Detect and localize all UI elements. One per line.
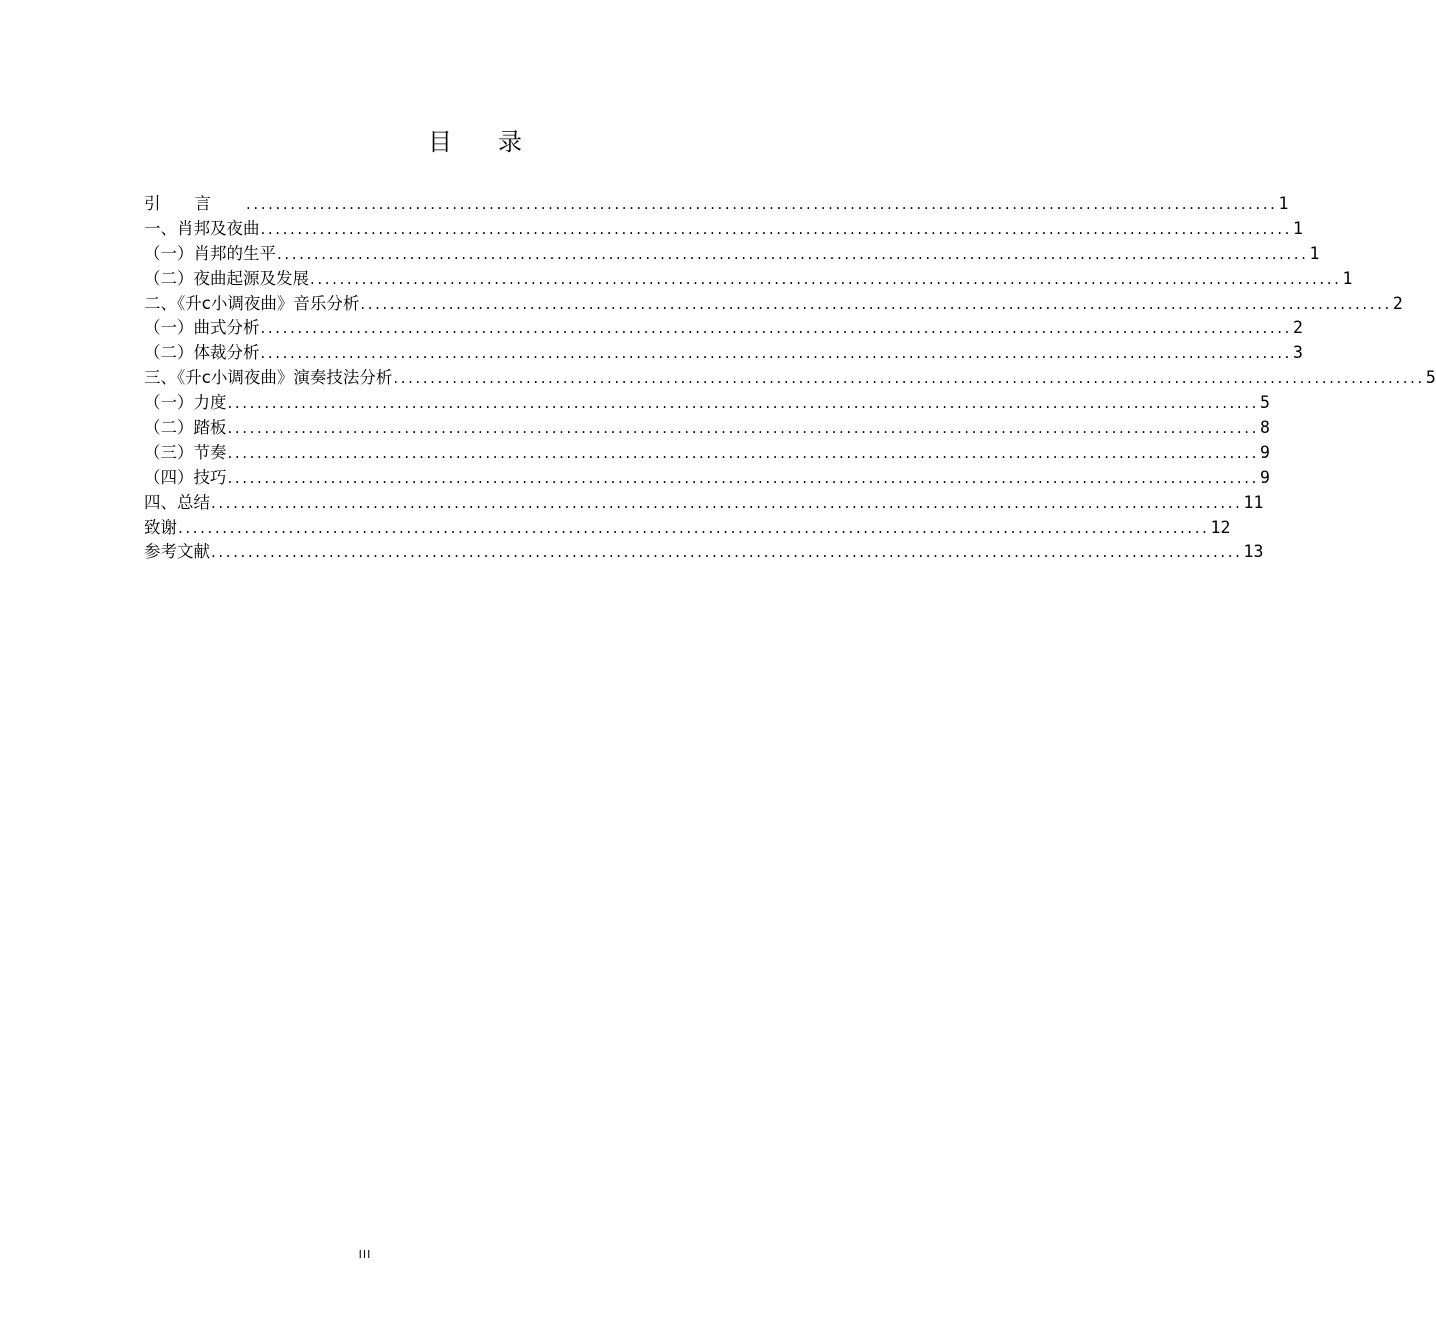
toc-entry-label: 二、《升c小调夜曲》音乐分析 xyxy=(144,293,360,313)
toc-entry-page: 12 xyxy=(1210,517,1231,537)
toc-entry[interactable] xyxy=(144,267,1353,292)
toc-entry-label: （三）节奏 xyxy=(144,442,227,462)
toc-entry[interactable] xyxy=(144,192,1289,217)
toc-entry[interactable] xyxy=(144,316,1303,341)
toc-entry-label: （一）曲式分析 xyxy=(144,318,260,338)
dot-leader: ............................................................................................................................................ xyxy=(211,493,1243,512)
toc-entry-label: （四）技巧 xyxy=(144,467,227,487)
dot-leader: ............................................................................................................................................ xyxy=(393,369,1425,388)
toc-entry[interactable] xyxy=(144,242,1320,267)
toc-entry[interactable] xyxy=(144,416,1270,441)
toc-entry-page: 3 xyxy=(1293,343,1303,363)
toc-entry-page: 8 xyxy=(1260,418,1270,438)
toc-entry-label: （二）夜曲起源及发展 xyxy=(144,268,309,288)
toc-entry-page: 2 xyxy=(1293,318,1303,338)
toc-entry-page: 5 xyxy=(1425,368,1436,388)
toc-title: 目录 xyxy=(428,128,568,156)
toc-entry-page: 9 xyxy=(1260,467,1270,487)
dot-leader: ............................................................................................................................................ xyxy=(211,543,1243,562)
toc-entry-page: 11 xyxy=(1243,492,1264,512)
toc-entry-label: 四、总结 xyxy=(144,492,210,512)
toc-entry-page: 1 xyxy=(1278,194,1289,213)
toc-entry-page: 13 xyxy=(1243,542,1264,562)
toc-entry-page: 1 xyxy=(1342,268,1353,288)
dot-leader: ............................................................................................................................................ xyxy=(227,443,1260,462)
toc-entry-page: 2 xyxy=(1392,293,1403,313)
dot-leader: ............................................................................................................................................ xyxy=(310,269,1342,288)
dot-leader: ............................................................................................................................................ xyxy=(277,244,1309,263)
toc-entry-page: 1 xyxy=(1293,218,1303,238)
dot-leader: ............................................................................................................................................ xyxy=(260,219,1293,238)
toc-entry[interactable] xyxy=(144,540,1264,565)
toc-entry[interactable] xyxy=(144,292,1403,317)
dot-leader: ............................................................................................................................................ xyxy=(246,195,1278,213)
toc-entry-label: 引言 xyxy=(144,194,245,213)
toc-entry-label: （一）肖邦的生平 xyxy=(144,243,276,263)
toc-entry[interactable] xyxy=(144,466,1270,491)
toc-entry[interactable] xyxy=(144,391,1270,416)
toc-entry[interactable] xyxy=(144,516,1231,541)
toc-entry-label: （二）体裁分析 xyxy=(144,343,260,363)
dot-leader: ............................................................................................................................................ xyxy=(227,394,1260,413)
dot-leader: ............................................................................................................................................ xyxy=(227,419,1260,438)
toc-entry-page: 5 xyxy=(1260,393,1270,413)
dot-leader: ............................................................................................................................................ xyxy=(360,294,1392,313)
toc-entry-label: 致谢 xyxy=(144,517,177,537)
toc-entry[interactable] xyxy=(144,441,1270,466)
toc-entry-label: （二）踏板 xyxy=(144,418,227,438)
dot-leader: ............................................................................................................................................ xyxy=(178,518,1210,537)
toc-entry[interactable] xyxy=(144,217,1303,242)
dot-leader: ............................................................................................................................................ xyxy=(260,344,1293,363)
toc-entry[interactable] xyxy=(144,366,1436,391)
dot-leader: ............................................................................................................................................ xyxy=(227,468,1260,487)
table-of-contents xyxy=(144,192,1436,565)
toc-entry-label: 一、肖邦及夜曲 xyxy=(144,218,260,238)
toc-entry-page: 9 xyxy=(1260,442,1270,462)
dot-leader: ............................................................................................................................................ xyxy=(260,319,1293,338)
toc-entry[interactable] xyxy=(144,491,1264,516)
page-number: III xyxy=(358,1248,372,1261)
toc-entry-label: 三、《升c小调夜曲》演奏技法分析 xyxy=(144,368,393,388)
toc-entry[interactable] xyxy=(144,341,1303,366)
toc-entry-label: 参考文献 xyxy=(144,542,210,562)
toc-entry-page: 1 xyxy=(1309,243,1320,263)
toc-entry-label: （一）力度 xyxy=(144,393,227,413)
